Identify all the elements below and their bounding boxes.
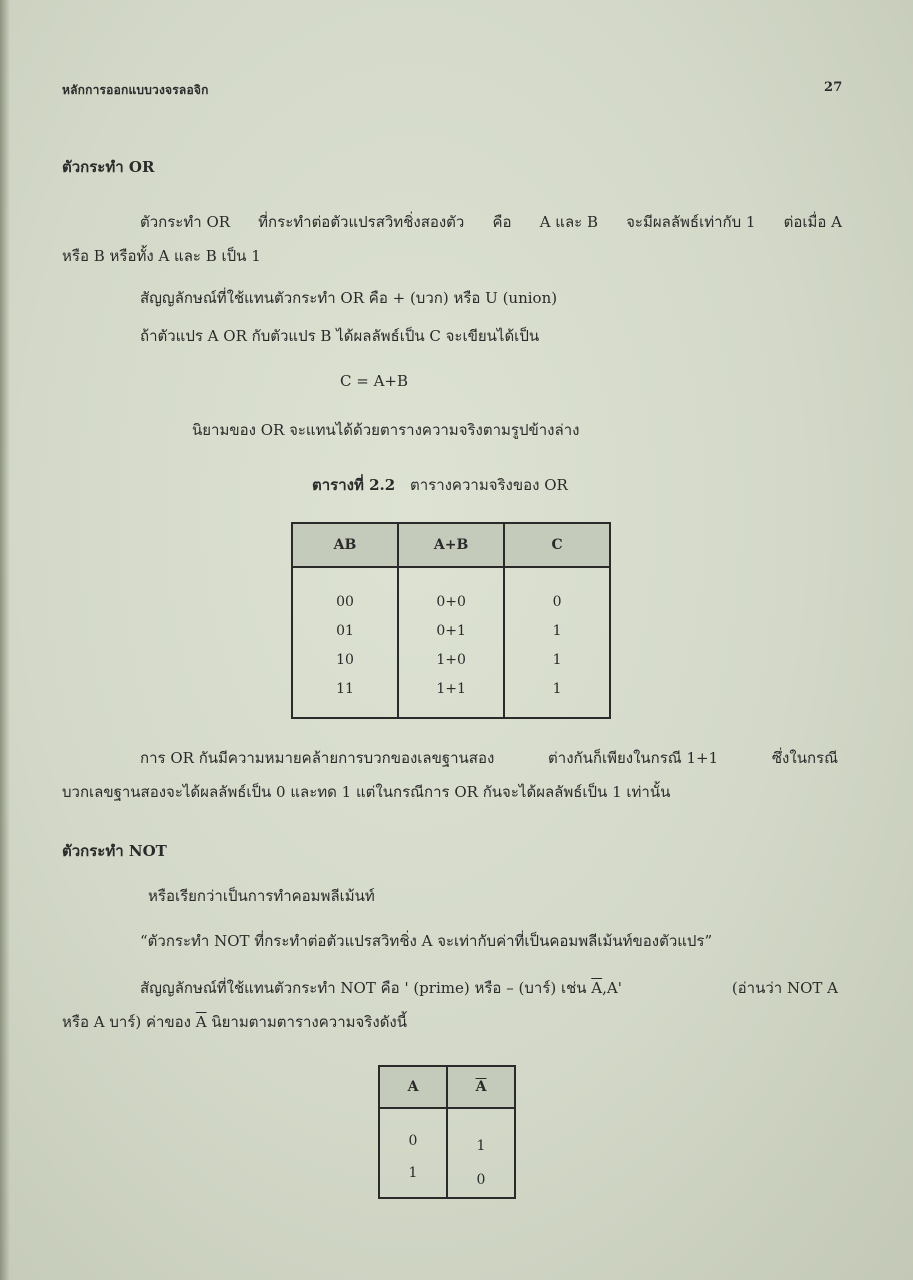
not-symbol-text: สัญญลักษณ์ที่ใช้แทนตัวกระทำ NOT คือ ' (prime) หรือ – (บาร์) เช่น [140, 979, 592, 997]
or-variable-paragraph: ถ้าตัวแปร A OR กับตัวแปร B ได้ผลลัพธ์เป็น C จะเขียนได้เป็น [140, 327, 540, 345]
or-binary-segment: ต่างกันก็เพียงในกรณี 1+1 [548, 749, 719, 767]
not-symbol-text: หรือ A บาร์) ค่าของ [62, 1013, 196, 1031]
or-table-header-c: C [504, 523, 610, 567]
or-equation: C = A+B [340, 372, 409, 390]
or-table-cell: 1+1 [436, 681, 466, 697]
not-reading-note: (อ่านว่า NOT A [731, 979, 838, 997]
or-table-col-c [504, 567, 610, 718]
or-def-segment: A และ B [539, 213, 598, 231]
or-def-segment: ตัวกระทำ OR [140, 213, 231, 231]
not-symbol-text: นิยามตามตารางความจริงดังนี้ [206, 1013, 408, 1031]
not-table-cell: 1 [408, 1165, 418, 1181]
or-table-caption-label: ตารางที่ 2.2 [312, 476, 396, 494]
or-table-header-sum: A+B [398, 523, 504, 567]
or-binary-add-line-1 [62, 741, 838, 775]
not-table-col-a-bar [447, 1108, 515, 1198]
or-table-cell: 0+1 [436, 623, 466, 639]
or-definition-line-2: หรือ B หรือทั้ง A และ B เป็น 1 [62, 247, 261, 265]
a-bar-symbol: $\overline{A}$ [591, 979, 603, 997]
or-definition-line-1 [62, 205, 842, 239]
or-table-cell: 00 [336, 594, 354, 610]
or-table-intro: นิยามของ OR จะแทนได้ด้วยตารางความจริงตามรูปข้างล่าง [192, 421, 580, 439]
or-binary-segment: ซึ่งในกรณี [771, 749, 838, 767]
or-table-cell: 01 [336, 623, 354, 639]
not-definition-quote: “ตัวกระทำ NOT ที่กระทำต่อตัวแปรสวิทชิ่ง A จะเท่ากับค่าที่เป็นคอมพลีเม้นท์ของตัวแปร” [140, 932, 713, 950]
page-number: 27 [824, 80, 843, 95]
not-symbol-paragraph [62, 971, 838, 1039]
not-section-heading: ตัวกระทำ NOT [62, 842, 167, 860]
not-symbol-line-2 [62, 1005, 838, 1039]
or-binary-add-line-2: บวกเลขฐานสองจะได้ผลลัพธ์เป็น 0 และทด 1 แต่ในกรณีการ OR กันจะได้ผลลัพธ์เป็น 1 เท่านั้น [62, 783, 671, 801]
or-table-header-ab: AB [292, 523, 398, 567]
or-truth-table [291, 522, 611, 719]
or-binary-add-paragraph [62, 741, 838, 809]
or-table-cell: 1 [552, 652, 562, 668]
or-table-col-ab [292, 567, 398, 718]
not-table-header-a: A [379, 1066, 447, 1108]
not-table-cell: 0 [408, 1133, 418, 1149]
a-bar-symbol: $\overline{A}$ [195, 1013, 207, 1031]
not-symbol-line-1 [62, 971, 838, 1005]
or-section-heading: ตัวกระทำ OR [62, 158, 155, 176]
running-title: หลักการออกแบบวงจรลอจิก [62, 83, 209, 97]
or-table-cell: 1 [552, 623, 562, 639]
or-binary-segment: การ OR กันมีความหมายคล้ายการบวกของเลขฐานสอง [140, 749, 495, 767]
not-table-cell: 0 [476, 1172, 486, 1188]
not-complement-paragraph: หรือเรียกว่าเป็นการทำคอมพลีเม้นท์ [148, 887, 375, 905]
not-symbol-line-1-left [140, 971, 622, 1005]
or-def-segment: ที่กระทำต่อตัวแปรสวิทชิ่งสองตัว [258, 213, 465, 231]
or-definition-paragraph [62, 205, 842, 273]
not-table-header-a-bar: $\overline{A}$ [447, 1066, 515, 1108]
not-table-cell: 1 [476, 1138, 486, 1154]
not-truth-table [378, 1065, 516, 1199]
or-table-caption-text: ตารางความจริงของ OR [409, 476, 568, 494]
or-table-cell: 0 [552, 594, 562, 610]
a-prime-symbol: ,A' [602, 979, 622, 997]
or-table-cell: 1+0 [436, 652, 466, 668]
or-symbol-paragraph: สัญญลักษณ์ที่ใช้แทนตัวกระทำ OR คือ + (บวก) หรือ U (union) [140, 289, 558, 307]
or-table-cell: 1 [552, 681, 562, 697]
or-table-cell: 10 [336, 652, 354, 668]
or-def-segment: คือ [492, 213, 512, 231]
or-def-segment: ต่อเมื่อ A [783, 213, 842, 231]
not-table-col-a [379, 1108, 447, 1198]
or-table-col-sum [398, 567, 504, 718]
or-def-segment: จะมีผลลัพธ์เท่ากับ 1 [626, 213, 756, 231]
page-edge-shadow [0, 0, 10, 1280]
or-table-cell: 11 [336, 681, 354, 697]
or-table-caption [312, 473, 568, 497]
or-table-cell: 0+0 [436, 594, 466, 610]
